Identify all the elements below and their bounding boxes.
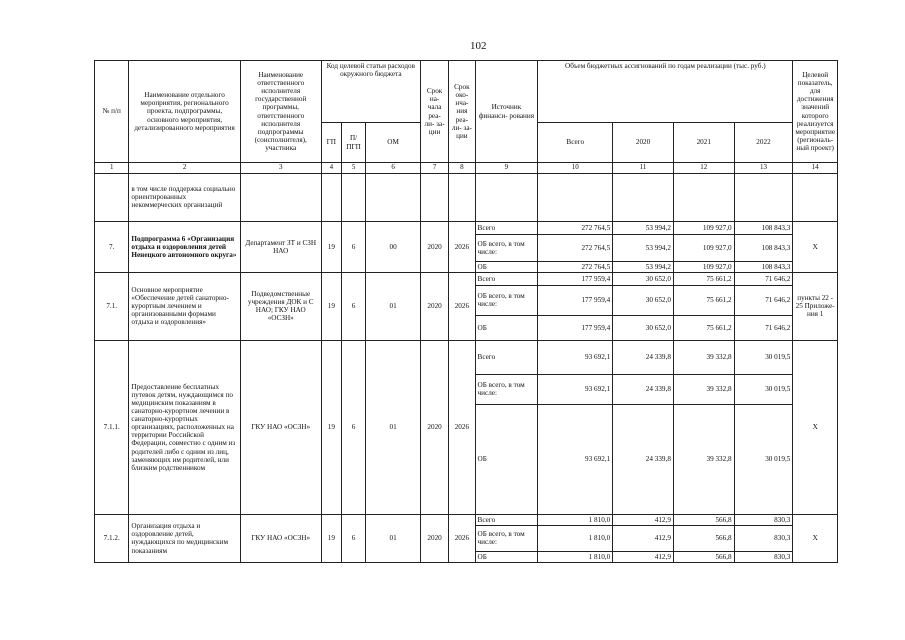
row-7-om: 00 — [366, 221, 421, 272]
colnum-7: 7 — [420, 163, 448, 174]
colnum-4: 4 — [321, 163, 341, 174]
row-7-1-name: Основное мероприятие «Обеспечение детей санаторно-курортным лечением и организованными формами отдыха и оздоровления» — [129, 272, 240, 340]
row-7-total-2020: 53 994,2 — [613, 221, 674, 234]
row-7-1-end: 2026 — [449, 272, 475, 340]
colnum-5: 5 — [341, 163, 365, 174]
row-7-1-2-start: 2020 — [420, 514, 448, 562]
row-7-total — [95, 221, 838, 234]
row-7-1-total — [95, 272, 838, 285]
column-numbers-row — [95, 163, 838, 174]
row-7-1-ob-all-2022: 71 646,2 — [734, 285, 793, 315]
row-7-1-2-source-ob: ОБ — [475, 551, 538, 562]
row-7-1-2-ob-2021: 566,8 — [673, 551, 734, 562]
row-7-1-1-source-total: Всего — [475, 340, 538, 374]
header-pgp: П/ ПГП — [341, 123, 365, 163]
row-7-1-ob-2021: 75 661,2 — [673, 315, 734, 340]
colnum-8: 8 — [449, 163, 475, 174]
row-7-responsible: Департамент ЗТ и СЗН НАО — [240, 221, 321, 272]
row-7-pgp: 6 — [341, 221, 365, 272]
row-7-1-1-name: Предоставление бесплатных путевок детям, нуждающимся по медицинским показаниям в санаторно-курортном лечении в санаторно-курортных организациях, расположенных на территории Российской Федерации, совместно с одним из родителей либо с одним из лиц, заменяющих им родителей, или близким родственником — [129, 340, 240, 514]
row-7-1-1-end: 2026 — [449, 340, 475, 514]
row-7-1-pgp: 6 — [341, 272, 365, 340]
header-code-group: Код целевой статьи расходов окружного бюджета — [321, 61, 420, 123]
header-end: Срок око- нча- ния реа- ли- за- ции — [449, 61, 475, 163]
row-7-1-1-total-all: 93 692,1 — [538, 340, 613, 374]
row-7-1-1-gp: 19 — [321, 340, 341, 514]
row-7-1-2-number: 7.1.2. — [95, 514, 129, 562]
row-7-name: Подпрограмма 6 «Организация отдыха и оздоровления детей Ненецкого автономного округа» — [129, 221, 240, 272]
row-7-1-ob-all-2021: 75 661,2 — [673, 285, 734, 315]
row-7-1-ob-all-2020: 30 652,0 — [613, 285, 674, 315]
header-gp: ГП — [321, 123, 341, 163]
header-row-1 — [95, 61, 838, 123]
header-total: Всего — [538, 123, 613, 163]
colnum-10: 10 — [538, 163, 613, 174]
colnum-12: 12 — [673, 163, 734, 174]
header-number: № п/п — [95, 61, 129, 163]
row-7-gp: 19 — [321, 221, 341, 272]
row-7-1-2-ob-2020: 412,9 — [613, 551, 674, 562]
colnum-6: 6 — [366, 163, 421, 174]
row-7-ob-total: 272 764,5 — [538, 261, 613, 272]
row-7-1-source-ob: ОБ — [475, 315, 538, 340]
row-7-1-1-source-ob: ОБ — [475, 404, 538, 514]
row-7-1-2-total-2021: 566,8 — [673, 514, 734, 525]
row-7-1-2-name: Организация отдыха и оздоровление детей, нуждающихся по медицинским показаниям — [129, 514, 240, 562]
header-indicator: Целевой показатель, для достижения значений которого реализуется мероприятие (региональ- ный проект) — [793, 61, 838, 163]
row-7-1-2-pgp: 6 — [341, 514, 365, 562]
colnum-14: 14 — [793, 163, 838, 174]
row-7-1-2-gp: 19 — [321, 514, 341, 562]
row-7-1-2-source-total: Всего — [475, 514, 538, 525]
row-7-total-2021: 109 927,0 — [673, 221, 734, 234]
row-7-indicator: Х — [793, 221, 838, 272]
header-source: Источник финанси- рования — [475, 61, 538, 163]
row-7-start: 2020 — [420, 221, 448, 272]
row-7-1-total-2021: 75 661,2 — [673, 272, 734, 285]
row-7-1-1-total-2021: 39 332,8 — [673, 340, 734, 374]
row-7-1-1-ob-total: 93 692,1 — [538, 404, 613, 514]
row-7-1-2-end: 2026 — [449, 514, 475, 562]
colnum-1: 1 — [95, 163, 129, 174]
row-7-1-source-total: Всего — [475, 272, 538, 285]
row-7-number: 7. — [95, 221, 129, 272]
row-7-1-1-total-2020: 24 339,8 — [613, 340, 674, 374]
row-7-ob-all-2022: 108 843,3 — [734, 234, 793, 261]
row-7-1-gp: 19 — [321, 272, 341, 340]
row-7-total-all: 272 764,5 — [538, 221, 613, 234]
row-7-1-1-total — [95, 340, 838, 374]
row-7-1-1-indicator: Х — [793, 340, 838, 514]
row-7-1-2-ob-all-2020: 412,9 — [613, 525, 674, 551]
row-7-1-1-om: 01 — [366, 340, 421, 514]
header-responsible: Наименование ответственного исполнителя государственной программы, ответственного исполнителя подпрограммы (соисполнителя), участника — [240, 61, 321, 163]
row-7-1-number: 7.1. — [95, 272, 129, 340]
header-om: ОМ — [366, 123, 421, 163]
row-7-1-2-ob-all-total: 1 810,0 — [538, 525, 613, 551]
row-7-source-ob-all: ОБ всего, в том числе: — [475, 234, 538, 261]
header-name: Наименование отдельного мероприятия, регионального проекта, подпрограммы, основного мероприятия, детализированного мероприятия — [129, 61, 240, 163]
continuation-name: в том числе поддержка социально ориентированных некоммерческих организаций — [129, 173, 240, 221]
row-7-1-1-ob-2020: 24 339,8 — [613, 404, 674, 514]
row-7-1-2-total-all: 1 810,0 — [538, 514, 613, 525]
header-volume-group: Объем бюджетных ассигнований по годам реализации (тыс. руб.) — [538, 61, 793, 123]
row-7-source-ob: ОБ — [475, 261, 538, 272]
colnum-2: 2 — [129, 163, 240, 174]
row-7-1-2-ob-total: 1 810,0 — [538, 551, 613, 562]
colnum-13: 13 — [734, 163, 793, 174]
header-start: Срок на- чала реа- ли- за- ции — [420, 61, 448, 163]
row-7-1-1-ob-all-2021: 39 332,8 — [673, 374, 734, 404]
row-7-1-2-ob-2022: 830,3 — [734, 551, 793, 562]
header-2021: 2021 — [673, 123, 734, 163]
row-7-ob-2022: 108 843,3 — [734, 261, 793, 272]
row-7-1-1-ob-all-2022: 30 019,5 — [734, 374, 793, 404]
row-7-1-2-total-2020: 412,9 — [613, 514, 674, 525]
row-7-ob-all-2020: 53 994,2 — [613, 234, 674, 261]
row-7-1-responsible: Подведомственные учреждения ДОК и С НАО; ГКУ НАО «ОСЗН» — [240, 272, 321, 340]
row-7-end: 2026 — [449, 221, 475, 272]
row-7-1-1-ob-all-2020: 24 339,8 — [613, 374, 674, 404]
row-7-1-start: 2020 — [420, 272, 448, 340]
row-7-1-1-ob-2022: 30 019,5 — [734, 404, 793, 514]
row-7-1-1-source-ob-all: ОБ всего, в том числе: — [475, 374, 538, 404]
row-7-1-total-all: 177 959,4 — [538, 272, 613, 285]
continuation-row — [95, 173, 838, 221]
row-7-1-2-ob-all-2022: 830,3 — [734, 525, 793, 551]
row-7-1-1-ob-2021: 39 332,8 — [673, 404, 734, 514]
row-7-1-indicator: пункты 22 - 25 Приложе-ния 1 — [793, 272, 838, 340]
row-7-1-2-total-2022: 830,3 — [734, 514, 793, 525]
row-7-1-2-indicator: Х — [793, 514, 838, 562]
row-7-1-1-number: 7.1.1. — [95, 340, 129, 514]
row-7-ob-2021: 109 927,0 — [673, 261, 734, 272]
row-7-1-1-ob-all-total: 93 692,1 — [538, 374, 613, 404]
budget-table — [94, 60, 838, 563]
header-2020: 2020 — [613, 123, 674, 163]
row-7-1-total-2022: 71 646,2 — [734, 272, 793, 285]
header-2022: 2022 — [734, 123, 793, 163]
colnum-9: 9 — [475, 163, 538, 174]
colnum-3: 3 — [240, 163, 321, 174]
row-7-1-1-pgp: 6 — [341, 340, 365, 514]
row-7-1-source-ob-all: ОБ всего, в том числе: — [475, 285, 538, 315]
row-7-1-1-start: 2020 — [420, 340, 448, 514]
page-number: 102 — [470, 40, 487, 52]
row-7-1-2-responsible: ГКУ НАО «ОСЗН» — [240, 514, 321, 562]
row-7-1-2-source-ob-all: ОБ всего, в том числе: — [475, 525, 538, 551]
row-7-1-1-total-2022: 30 019,5 — [734, 340, 793, 374]
row-7-1-1-responsible: ГКУ НАО «ОСЗН» — [240, 340, 321, 514]
row-7-1-ob-all-total: 177 959,4 — [538, 285, 613, 315]
row-7-1-ob-total: 177 959,4 — [538, 315, 613, 340]
row-7-1-ob-2022: 71 646,2 — [734, 315, 793, 340]
row-7-ob-all-total: 272 764,5 — [538, 234, 613, 261]
row-7-ob-all-2021: 109 927,0 — [673, 234, 734, 261]
row-7-1-total-2020: 30 652,0 — [613, 272, 674, 285]
row-7-source-total: Всего — [475, 221, 538, 234]
row-7-ob-2020: 53 994,2 — [613, 261, 674, 272]
row-7-total-2022: 108 843,3 — [734, 221, 793, 234]
row-7-1-2-ob-all-2021: 566,8 — [673, 525, 734, 551]
colnum-11: 11 — [613, 163, 674, 174]
row-7-1-2-om: 01 — [366, 514, 421, 562]
row-7-1-2-total — [95, 514, 838, 525]
row-7-1-ob-2020: 30 652,0 — [613, 315, 674, 340]
row-7-1-om: 01 — [366, 272, 421, 340]
